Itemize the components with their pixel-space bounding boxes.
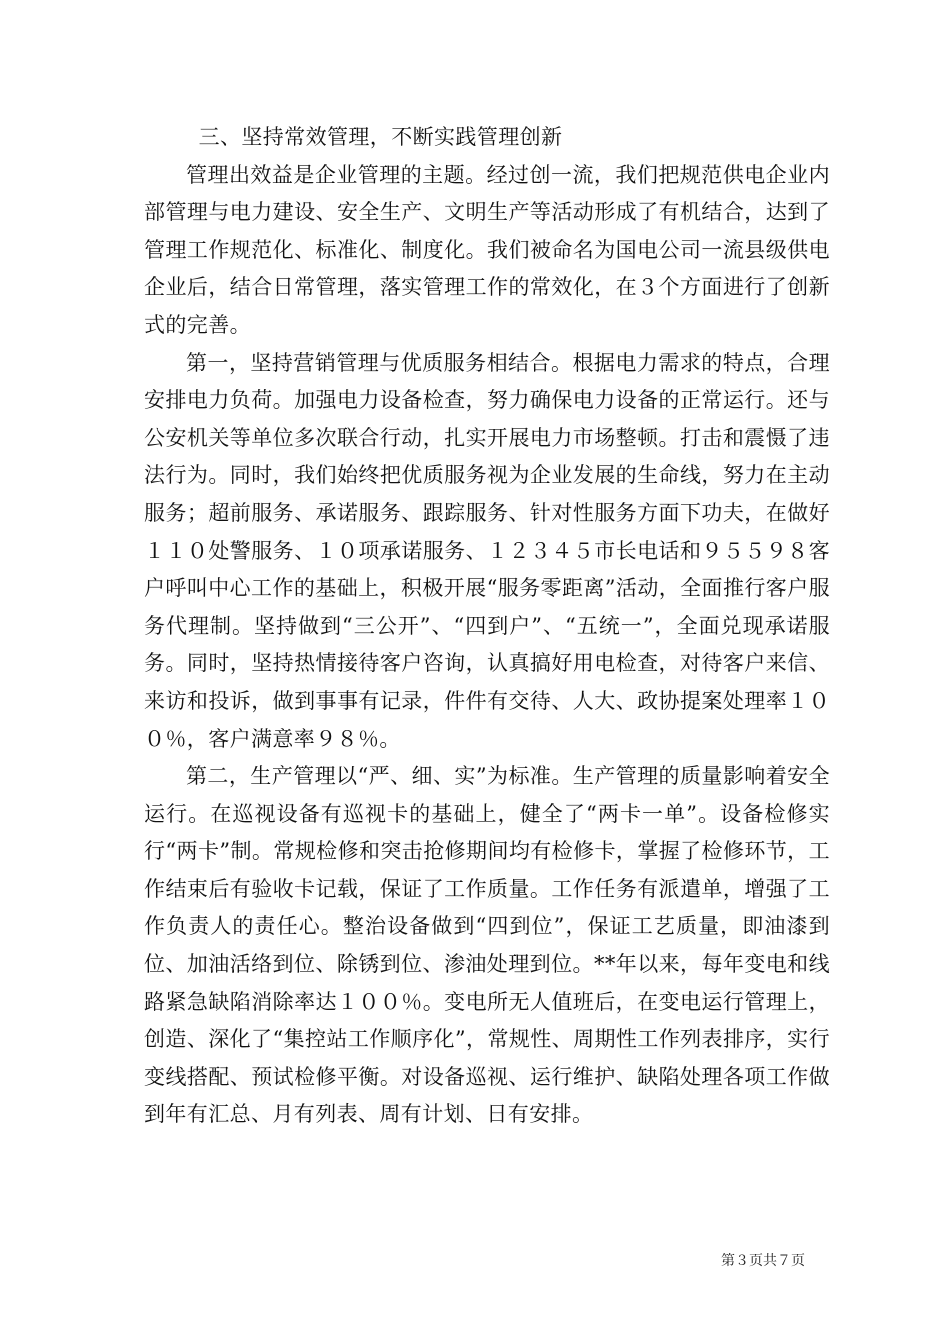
- page-number-label: 第３页共７页: [721, 1253, 805, 1269]
- paragraph-production-management: 第二，生产管理以“严、细、实”为标准。生产管理的质量影响着安全运行。在巡视设备有巡视卡的基础上，健全了“两卡一单”。设备检修实行“两卡”制。常规检修和突击抢修期间均有检修卡，掌握了检修环节，工作结束后有验收卡记载，保证了工作质量。工作任务有派遣单，增强了工作负责人的责任心。整治设备做到“四到位”，保证工艺质量，即油漆到位、加油活络到位、除锈到位、渗油处理到位。**年以来，每年变电和线路紧急缺陷消除率达１００％。变电所无人值班后，在变电运行管理上，创造、深化了“集控站工作顺序化”，常规性、周期性工作列表排序，实行变线搭配、预试检修平衡。对设备巡视、运行维护、缺陷处理各项工作做到年有汇总、月有列表、周有计划、日有安排。: [144, 764, 830, 1127]
- section-heading: 三、坚持常效管理，不断实践管理创新: [198, 125, 563, 149]
- page-footer: [721, 1252, 805, 1270]
- paragraph-management-intro: 管理出效益是企业管理的主题。经过创一流，我们把规范供电企业内部管理与电力建设、安全生产、文明生产等活动形成了有机结合，达到了管理工作规范化、标准化、制度化。我们被命名为国电公司一流县级供电企业后，结合日常管理，落实管理工作的常效化，在３个方面进行了创新式的完善。: [144, 162, 830, 337]
- body-text: [144, 119, 830, 1134]
- paragraph-marketing-service: 第一，坚持营销管理与优质服务相结合。根据电力需求的特点，合理安排电力负荷。加强电力设备检查，努力确保电力设备的正常运行。还与公安机关等单位多次联合行动，扎实开展电力市场整顿。打击和震慑了违法行为。同时，我们始终把优质服务视为企业发展的生命线，努力在主动服务；超前服务、承诺服务、跟踪服务、针对性服务方面下功夫，在做好１１０处警服务、１０项承诺服务、１２３４５市长电话和９５５９８客户呼叫中心工作的基础上，积极开展“服务零距离”活动，全面推行客户服务代理制。坚持做到“三公开”、“四到户”、“五统一”，全面兑现承诺服务。同时，坚持热情接待客户咨询，认真搞好用电检查，对待客户来信、来访和投诉，做到事事有记录，件件有交待、人大、政协提案处理率１００％，客户满意率９８％。: [144, 350, 830, 751]
